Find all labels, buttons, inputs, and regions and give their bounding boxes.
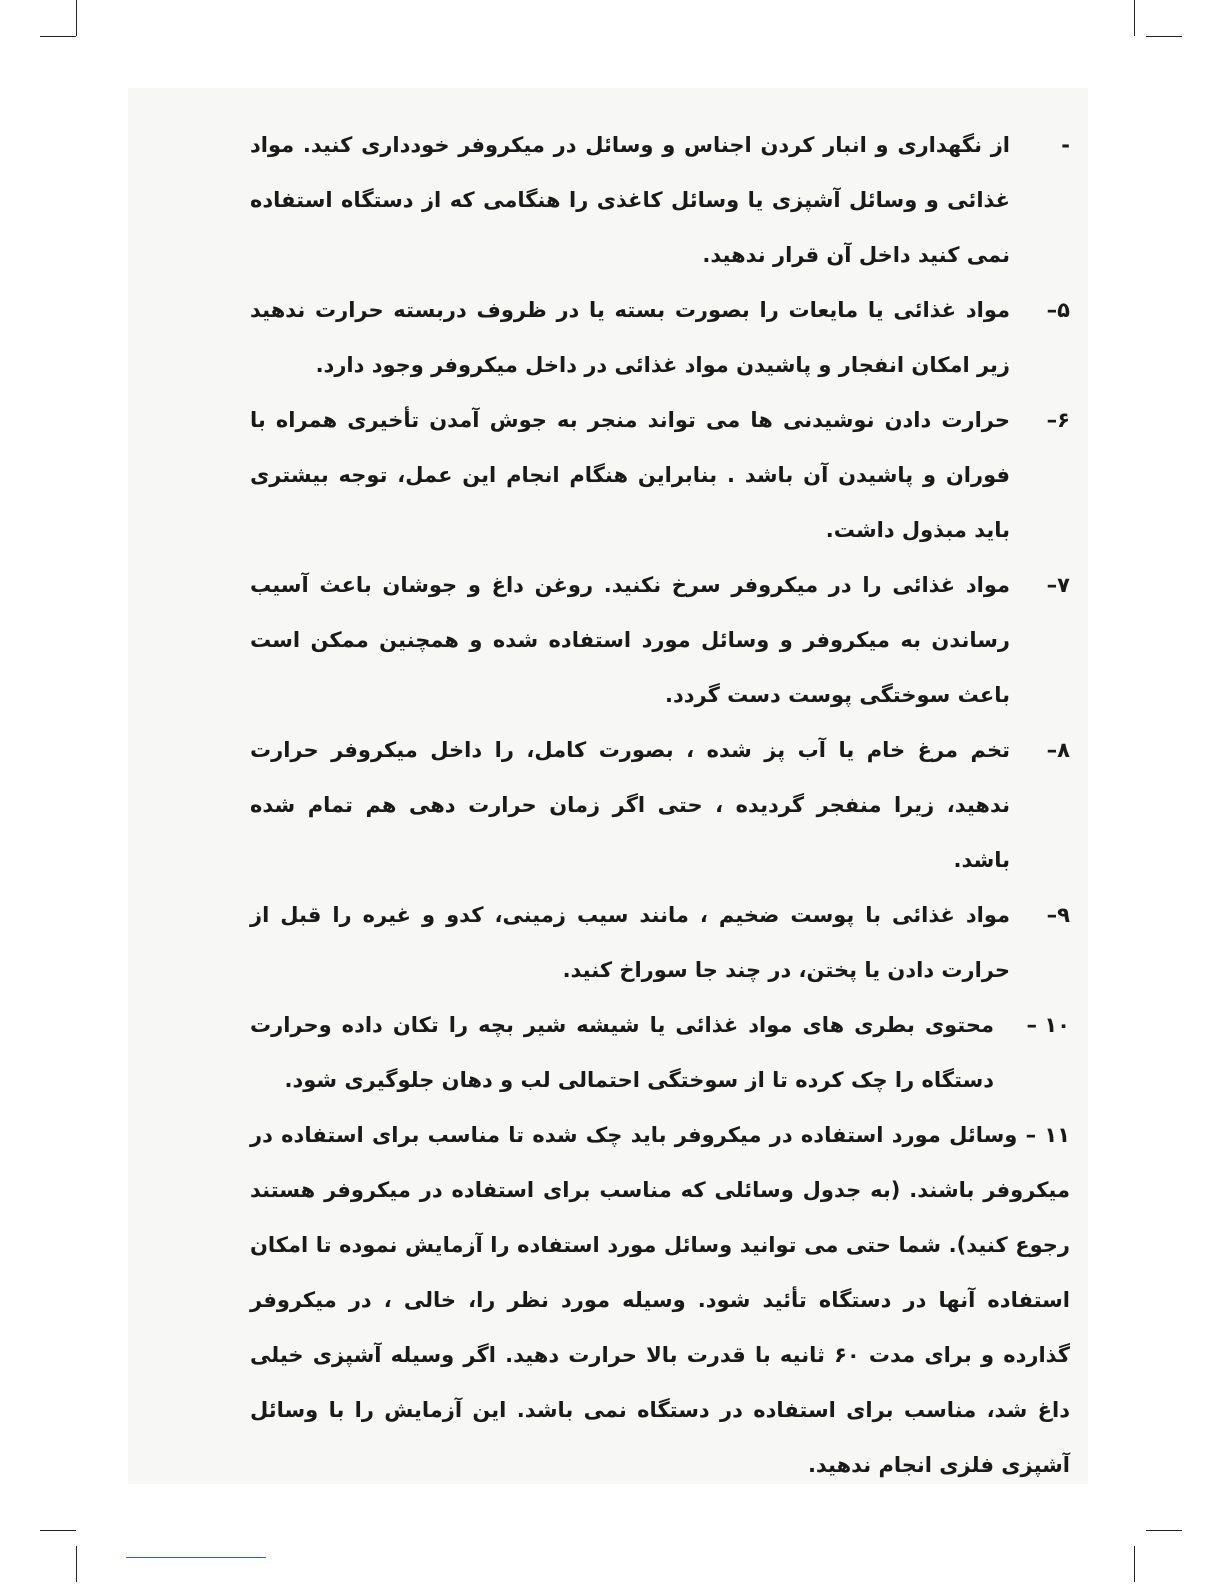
list-item-number: ۵–	[1046, 298, 1070, 322]
crop-mark-top-left-vertical	[76, 0, 77, 36]
list-item-text: وسائل مورد استفاده در میکروفر باید چک شده تا مناسب برای استفاده در میکروفر باشند. (به جدول وسائلی که مناسب برای استفاده در میکروفر هستند رجوع کنید). شما حتی می توانید وسائل مورد استفاده را آزمایش نموده تا امکان استفاده آنها در دستگاه تأئید شود. وسیله مورد نظر را، خالی ، در میکروفر گذارده و برای مدت ۶۰ ثانیه با قدرت بالا حرارت دهید. اگر وسیله آشپزی خیلی داغ شد، مناسب برای استفاده در دستگاه نمی باشد. این آزمایش را با وسائل آشپزی فلزی انجام ندهید.	[250, 1123, 1071, 1477]
crop-mark-bottom-right-horizontal	[1146, 1530, 1182, 1531]
crop-mark-top-left-horizontal	[40, 36, 76, 37]
list-item-text: از نگهداری و انبار کردن اجناس و وسائل در میکروفر خودداری کنید. مواد غذائی و وسائل آشپزی یا وسائل کاغذی را هنگامی که از دستگاه استفاده نمی کنید داخل آن قرار ندهید.	[250, 133, 1010, 267]
footnote-rule	[126, 1557, 266, 1558]
list-item-paragraph	[250, 1108, 1070, 1493]
crop-mark-top-right-horizontal	[1146, 36, 1182, 37]
list-item-text: محتوی بطری های مواد غذائی یا شیشه شیر بچه را تکان داده وحرارت دستگاه را چک کرده تا از سوختگی احتمالی لب و دهان جلوگیری شود.	[250, 1013, 994, 1092]
crop-mark-top-right-vertical	[1134, 0, 1135, 36]
safety-instructions-list	[250, 118, 1070, 1493]
crop-mark-bottom-left-vertical	[76, 1546, 77, 1582]
list-item	[250, 998, 1070, 1108]
list-item	[250, 118, 1070, 283]
list-item-number: ۱۰ –	[1026, 1013, 1070, 1037]
list-item	[250, 393, 1070, 558]
list-item-number: ۸–	[1046, 738, 1070, 762]
list-item-text: مواد غذائی را در میکروفر سرخ نکنید. روغن داغ و جوشان باعث آسیب رساندن به میکروفر و وسائل مورد استفاده شده و همچنین ممکن است باعث سوختگی پوست دست گردد.	[250, 573, 1010, 707]
list-item-text: مواد غذائی یا مایعات را بصورت بسته یا در ظروف دربسته حرارت ندهید زیر امکان انفجار و پاشیدن مواد غذائی در داخل میکروفر وجود دارد.	[250, 298, 1010, 377]
list-item-text: حرارت دادن نوشیدنی ها می تواند منجر به جوش آمدن تأخیری همراه با فوران و پاشیدن آن باشد . بنابراین هنگام انجام این عمل، توجه بیشتری باید مبذول داشت.	[250, 408, 1010, 542]
list-item-number: -	[1061, 133, 1070, 157]
list-item-number: ۷–	[1046, 573, 1070, 597]
list-item-number: ۹–	[1046, 903, 1070, 927]
crop-mark-bottom-left-horizontal	[40, 1530, 76, 1531]
list-item	[250, 283, 1070, 393]
list-item	[250, 723, 1070, 888]
list-item-text: مواد غذائی با پوست ضخیم ، مانند سیب زمینی، کدو و غیره را قبل از حرارت دادن یا پختن، در چند جا سوراخ کنید.	[250, 903, 1010, 982]
list-item	[250, 1108, 1070, 1493]
list-item-number: ۱۱ –	[1025, 1123, 1071, 1147]
list-item	[250, 888, 1070, 998]
list-item-number: ۶–	[1046, 408, 1070, 432]
crop-mark-bottom-right-vertical	[1134, 1546, 1135, 1582]
list-item-text: تخم مرغ خام یا آب پز شده ، بصورت کامل، را داخل میکروفر حرارت ندهید، زیرا منفجر گردیده ، حتی اگر زمان حرارت دهی هم تمام شده باشد.	[250, 738, 1010, 872]
list-item	[250, 558, 1070, 723]
